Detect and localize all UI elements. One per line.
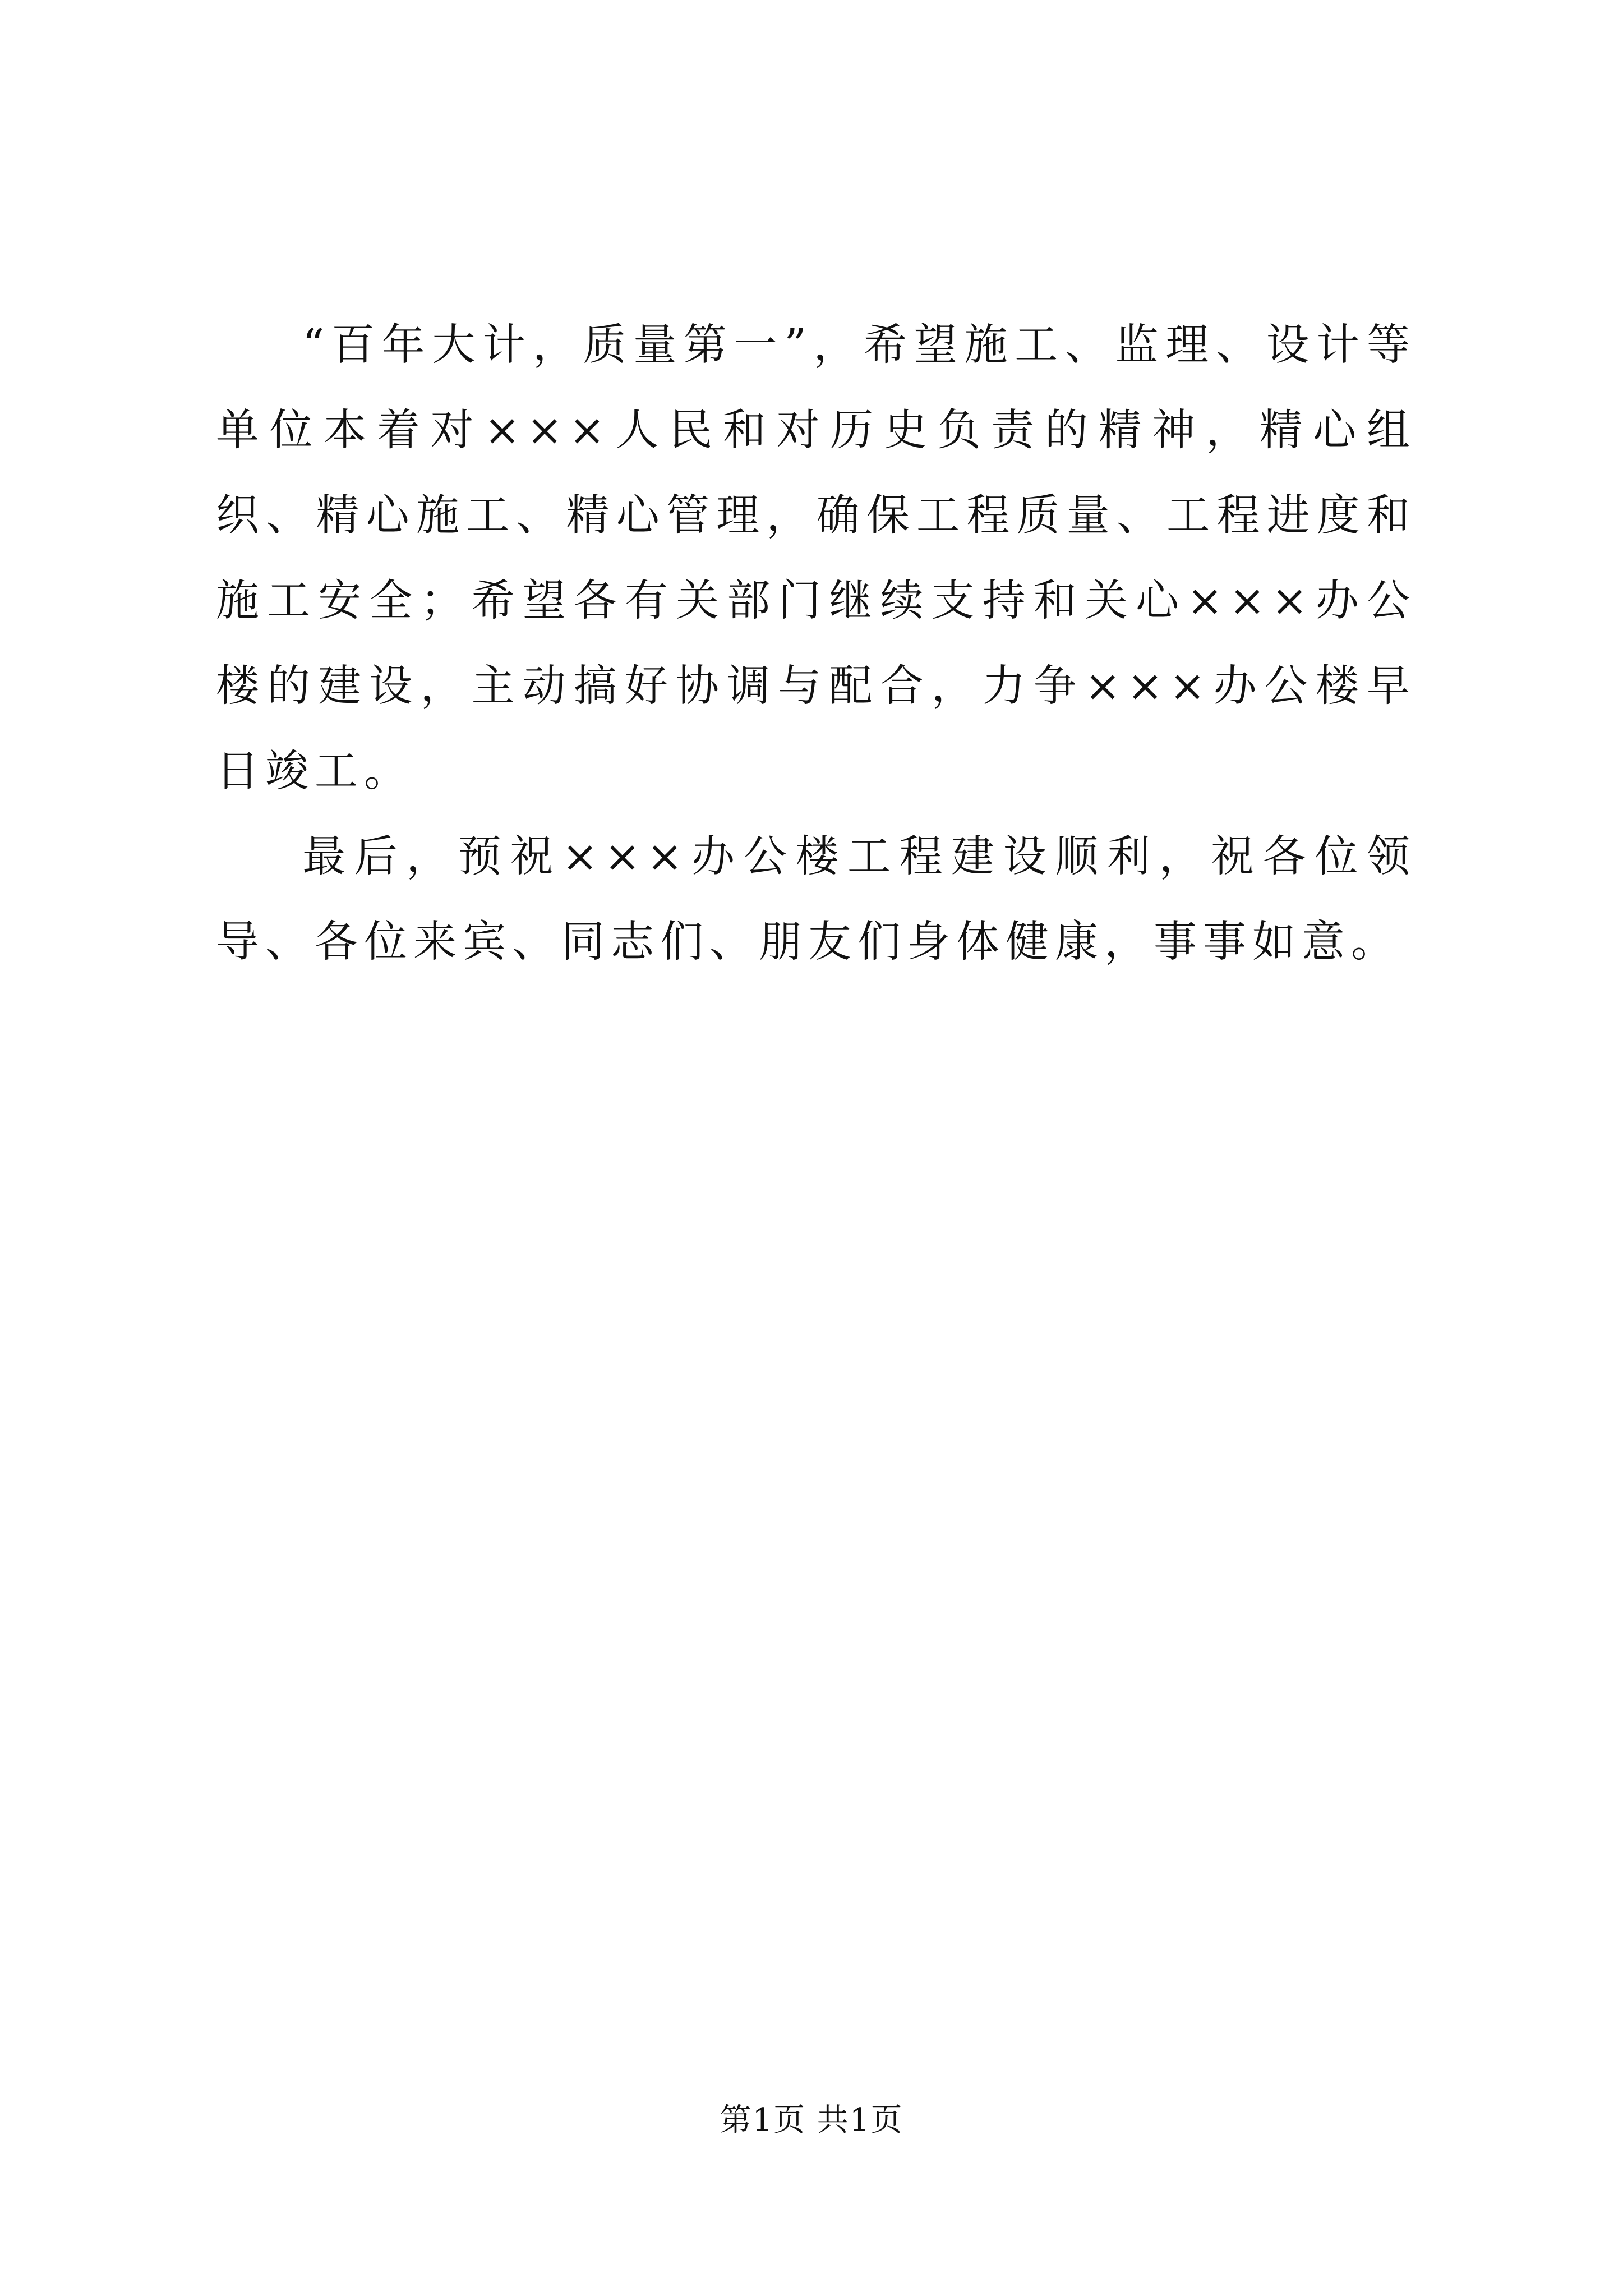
document-body <box>216 303 1416 985</box>
paragraph-final-wishes: 最后，预祝×××办公楼工程建设顺利，祝各位领导、各位来宾、同志们、朋友们身体健康，事事如意。 <box>216 832 1416 967</box>
paragraph-closing-hopes: “百年大计，质量第一”，希望施工、监理、设计等单位本着对×××人民和对历史负责的精神，精心组织、精心施工、精心管理，确保工程质量、工程进度和施工安全；希望各有关部门继续支持和关心×××办公楼的建设，主动搞好协调与配合，力争×××办公楼早日竣工。 <box>216 320 1416 797</box>
page-number-footer: 第1页 共1页 <box>720 2102 903 2138</box>
